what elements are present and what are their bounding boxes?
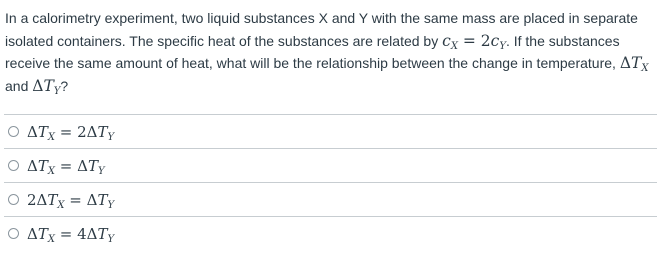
answer-label[interactable] (27, 157, 105, 175)
math-equals: = (457, 31, 481, 50)
math-coefficient: 2 (77, 122, 87, 141)
math-subscript: Y (107, 233, 115, 245)
answer-option-1[interactable] (4, 114, 657, 148)
delta-tx (620, 54, 649, 72)
math-var: c (490, 31, 500, 50)
math-delta: Δ (27, 122, 38, 141)
answer-list (4, 114, 657, 250)
delta-ty (32, 77, 60, 95)
answer-label[interactable] (27, 225, 114, 243)
math-delta: Δ (27, 224, 38, 243)
radio-button-icon[interactable] (8, 126, 19, 137)
math-var: c (442, 31, 451, 50)
answer-label[interactable] (27, 123, 114, 141)
math-delta: Δ (86, 224, 98, 243)
answer-option-3[interactable] (4, 182, 657, 216)
specific-heat-relation (442, 32, 506, 50)
math-coefficient: 2 (27, 190, 37, 209)
math-var: T (37, 224, 48, 243)
math-subscript: Y (107, 199, 115, 211)
math-var: T (43, 76, 54, 95)
radio-button-icon[interactable] (8, 194, 19, 205)
radio-button-icon[interactable] (8, 160, 19, 171)
math-subscript: X (47, 131, 55, 143)
math-subscript: X (450, 40, 458, 52)
math-var: T (87, 156, 98, 175)
math-coefficient: 4 (77, 224, 87, 243)
math-delta: Δ (36, 190, 48, 209)
math-var: T (37, 156, 48, 175)
math-subscript: X (57, 199, 65, 211)
question-text (5, 7, 650, 97)
math-equals: = (54, 224, 78, 243)
math-equals: = (64, 190, 87, 209)
math-subscript: Y (97, 165, 105, 177)
math-subscript: Y (499, 40, 506, 52)
math-var: T (631, 54, 642, 72)
math-coefficient: 2 (480, 31, 491, 50)
question-end-punct: ? (60, 77, 69, 94)
math-subscript: X (47, 233, 55, 245)
math-subscript: Y (107, 131, 115, 143)
answer-option-4[interactable] (4, 216, 657, 250)
question-text-part1: In a calorimetry experiment, two liquid substances X and Y with the same mass are placed in separate isolated containers. The specific heat of the substances are related by (5, 10, 638, 49)
math-delta: Δ (27, 156, 38, 175)
math-var: T (97, 122, 108, 141)
answer-option-2[interactable] (4, 148, 657, 182)
math-delta: Δ (619, 54, 632, 72)
math-subscript: Y (53, 85, 61, 97)
math-delta: Δ (86, 122, 98, 141)
math-equals: = (54, 156, 78, 175)
math-delta: Δ (32, 76, 44, 95)
math-var: T (97, 190, 108, 209)
math-var: T (37, 122, 48, 141)
answer-label[interactable] (27, 191, 114, 209)
math-subscript: X (47, 165, 55, 177)
question-text-part2: . If the substances receive the same amount of heat, what will be the relationship between the change in temperature, (5, 32, 620, 71)
radio-button-icon[interactable] (8, 228, 19, 239)
and-text: and (5, 77, 33, 94)
math-delta: Δ (86, 190, 98, 209)
math-equals: = (54, 122, 78, 141)
math-var: T (47, 190, 58, 209)
math-var: T (97, 224, 108, 243)
math-delta: Δ (77, 156, 88, 175)
math-subscript: X (641, 63, 649, 74)
